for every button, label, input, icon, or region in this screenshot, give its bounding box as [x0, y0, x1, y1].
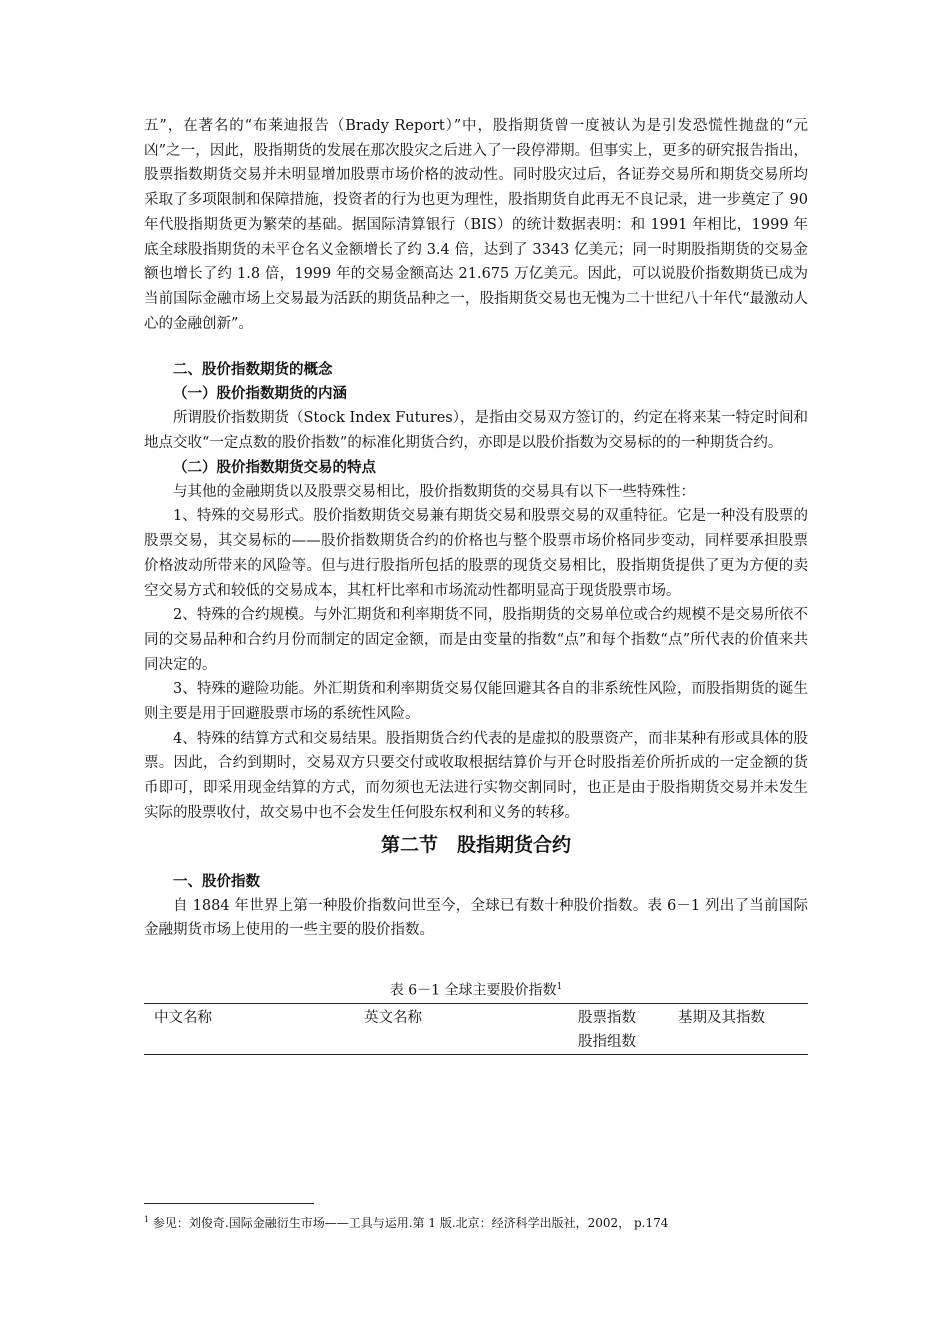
stock-index-table: [144, 1003, 808, 1055]
definition-paragraph: 所谓股价指数期货（Stock Index Futures），是指由交易双方签订的，约定在将来某一特定时间和地点交收“一定点数的股价指数”的标准化期货合约，亦即是以股价指数为交易标的的一种期货合约。: [144, 410, 808, 452]
header-stock-index-line1: 股票指数: [578, 1009, 636, 1026]
paragraph-gap: [144, 336, 808, 358]
footnote: [144, 1211, 668, 1232]
page-body: [144, 114, 808, 1055]
feature-3-paragraph: 3、特殊的避险功能。外汇期货和利率期货交易仅能回避其各自的非系统性风险，而股指期货的诞生则主要是用于回避股票市场的系统性风险。: [144, 681, 808, 723]
header-english-name: 英文名称: [364, 1009, 422, 1026]
table-caption-footnote-mark: 1: [556, 981, 563, 992]
heading-stock-index: 一、股价指数: [173, 872, 260, 890]
footnote-text: 参见：刘俊奇.国际金融衍生市场——工具与运用.第 1 版.北京：经济科学出版社，2002， p.174: [152, 1216, 669, 1230]
footnote-mark: 1: [144, 1215, 150, 1224]
header-base-period: 基期及其指数: [678, 1009, 765, 1026]
heading-features: （二）股价指数期货交易的特点: [173, 458, 376, 476]
header-chinese-name: 中文名称: [154, 1009, 212, 1026]
feature-4-paragraph: 4、特殊的结算方式和交易结果。股指期货合约代表的是虚拟的股票资产，而非某种有形或具体的股票。因此，合约到期时，交易双方只要交付或收取根据结算价与开仓时股指差价所折成的一定金额的货币即可，即采用现金结算的方式，而勿须也无法进行实物交割同时，也正是由于股指期货交易并未发生实际的股票收付，故交易中也不会发生任何股东权利和义务的转移。: [144, 730, 808, 821]
features-intro-paragraph: 与其他的金融期货以及股票交易相比，股价指数期货的交易具有以下一些特殊性：: [173, 483, 695, 500]
section-title: 第二节 股指期货合约: [380, 833, 571, 856]
header-stock-index-line2: 股指组数: [578, 1033, 636, 1050]
heading-connotation: （一）股价指数期货的内涵: [173, 385, 347, 403]
feature-2-paragraph: 2、特殊的合约规模。与外汇期货和利率期货不同，股指期货的交易单位或合约规模不是交易所依不同的交易品种和合约月份而制定的固定金额，而是由变量的指数“点”和每个指数“点”所代表的价值来共同决定的。: [144, 607, 808, 673]
heading-concept: 二、股价指数期货的概念: [173, 361, 333, 379]
stock-index-paragraph: 自 1884 年世界上第一种股价指数问世至今，全球已有数十种股价指数。表 6－1 列出了当前国际金融期货市场上使用的一些主要的股价指数。: [144, 897, 808, 939]
table-caption: [144, 977, 808, 1001]
feature-1-paragraph: 1、特殊的交易形式。股价指数期货交易兼有期货交易和股票交易的双重特征。它是一种没有股票的股票交易，其交易标的——股价指数期货合约的价格也与整个股票市场价格同步变动，同样要承担股票价格波动所带来的风险等。但与进行股指所包括的股票的现货交易相比，股指期货提供了更为方便的卖空交易方式和较低的交易成本，其杠杆比率和市场流动性都明显高于现货股票市场。: [144, 508, 808, 599]
footnote-separator: [144, 1203, 314, 1204]
intro-paragraph: 五”，在著名的“布莱迪报告（Brady Report）”中，股指期货曾一度被认为是引发恐慌性抛盘的“元凶”之一，因此，股指期货的发展在那次股灾之后进入了一段停滞期。但事实上，更多的研究报告指出，股票指数期货交易并未明显增加股票市场价格的波动性。同时股灾过后，各证券交易所和期货交易所均采取了多项限制和保障措施，投资者的行为也更为理性，股指期货自此再无不良记录，进一步奠定了 90 年代股指期货更为繁荣的基础。据国际清算银行（BIS）的统计数据表明：和 1991 年相比，1999 年底全球股指期货的未平仓名义金额增长了约 3.4 倍，达到了 3343 亿美元；同一时期股指期货的交易金额也增长了约 1.8 倍，1999 年的交易金额高达 21.675 万亿美元。因此，可以说股价指数期货已成为当前国际金融市场上交易最为活跃的期货品种之一，股指期货交易也无愧为二十世纪八十年代“最激动人心的金融创新”。: [144, 118, 808, 332]
header-stock-index: [578, 1006, 636, 1054]
table-caption-text: 表 6－1 全球主要股价指数: [389, 982, 557, 999]
